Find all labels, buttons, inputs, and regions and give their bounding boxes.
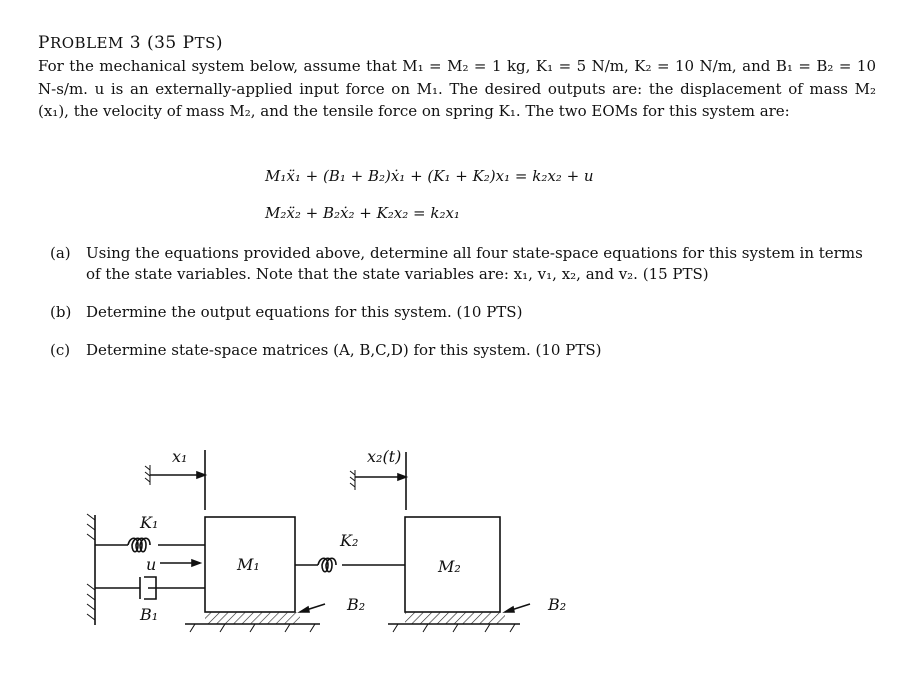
x2-label: x₂(t) [367,447,402,466]
heading-pts-initial: P [182,33,195,53]
b2-label-right: B₂ [548,595,567,614]
mechanical-system-diagram [50,398,610,658]
part-b-tag: (b) [50,303,72,321]
m2-label: M₂ [438,557,461,576]
k2-label: K₂ [340,531,359,550]
left-wall-hatch [87,514,95,620]
equation-1: M₁ẍ₁ + (B₁ + B₂)ẋ₁ + (K₁ + K₂)x₁ = k₂x₂ + u [265,167,594,185]
problem-intro: For the mechanical system below, assume that M₁ = M₂ = 1 kg, K₁ = 5 N/m, K₂ = 10 N/m, and B₁ = B₂ = 10 N-s/m. u is an externally-applied input force on M₁. The desired outputs are: the displacement of mass M₂ (x₁), the velocity of mass M₂, and the tensile force on spring K₁. The two EOMs for this system are: [38,57,876,120]
friction-b1-ground [205,612,300,624]
heading-word: ROBLEM [49,34,124,52]
part-c-text: Determine state-space matrices (A, B,C,D) for this system. (10 PTS) [86,341,602,359]
part-a [50,243,876,285]
part-b-text: Determine the output equations for this system. (10 PTS) [86,303,523,321]
equation-2: M₂ẍ₂ + B₂ẋ₂ + K₂x₂ = k₂x₁ [265,204,460,222]
heading-initial: P [38,33,50,53]
b1-label: B₁ [140,605,159,624]
heading-close: ) [215,33,224,53]
part-c [50,340,876,361]
part-c-tag: (c) [50,341,71,359]
problem-block [38,32,876,123]
spring-k2 [318,558,336,572]
part-a-text: Using the equations provided above, determine all four state-space equations for this system in terms of the state variables. Note that the state variables are: x₁, v₁, x₂, and v₂. (15 PTS) [86,244,863,283]
spring-k1 [128,538,150,552]
x1-label: x₁ [172,447,188,466]
part-a-tag: (a) [50,244,71,262]
heading-number: 3 (35 [123,33,183,53]
u-label: u [146,555,157,574]
problem-heading [38,32,876,54]
k1-label: K₁ [140,513,159,532]
heading-pts-rest: TS [194,34,216,52]
friction-b2-ground [405,612,505,624]
b2-label: B₂ [347,595,366,614]
equations-block [265,158,594,232]
parts-list [50,243,876,378]
m1-label: M₁ [237,555,260,574]
part-b [50,302,876,323]
